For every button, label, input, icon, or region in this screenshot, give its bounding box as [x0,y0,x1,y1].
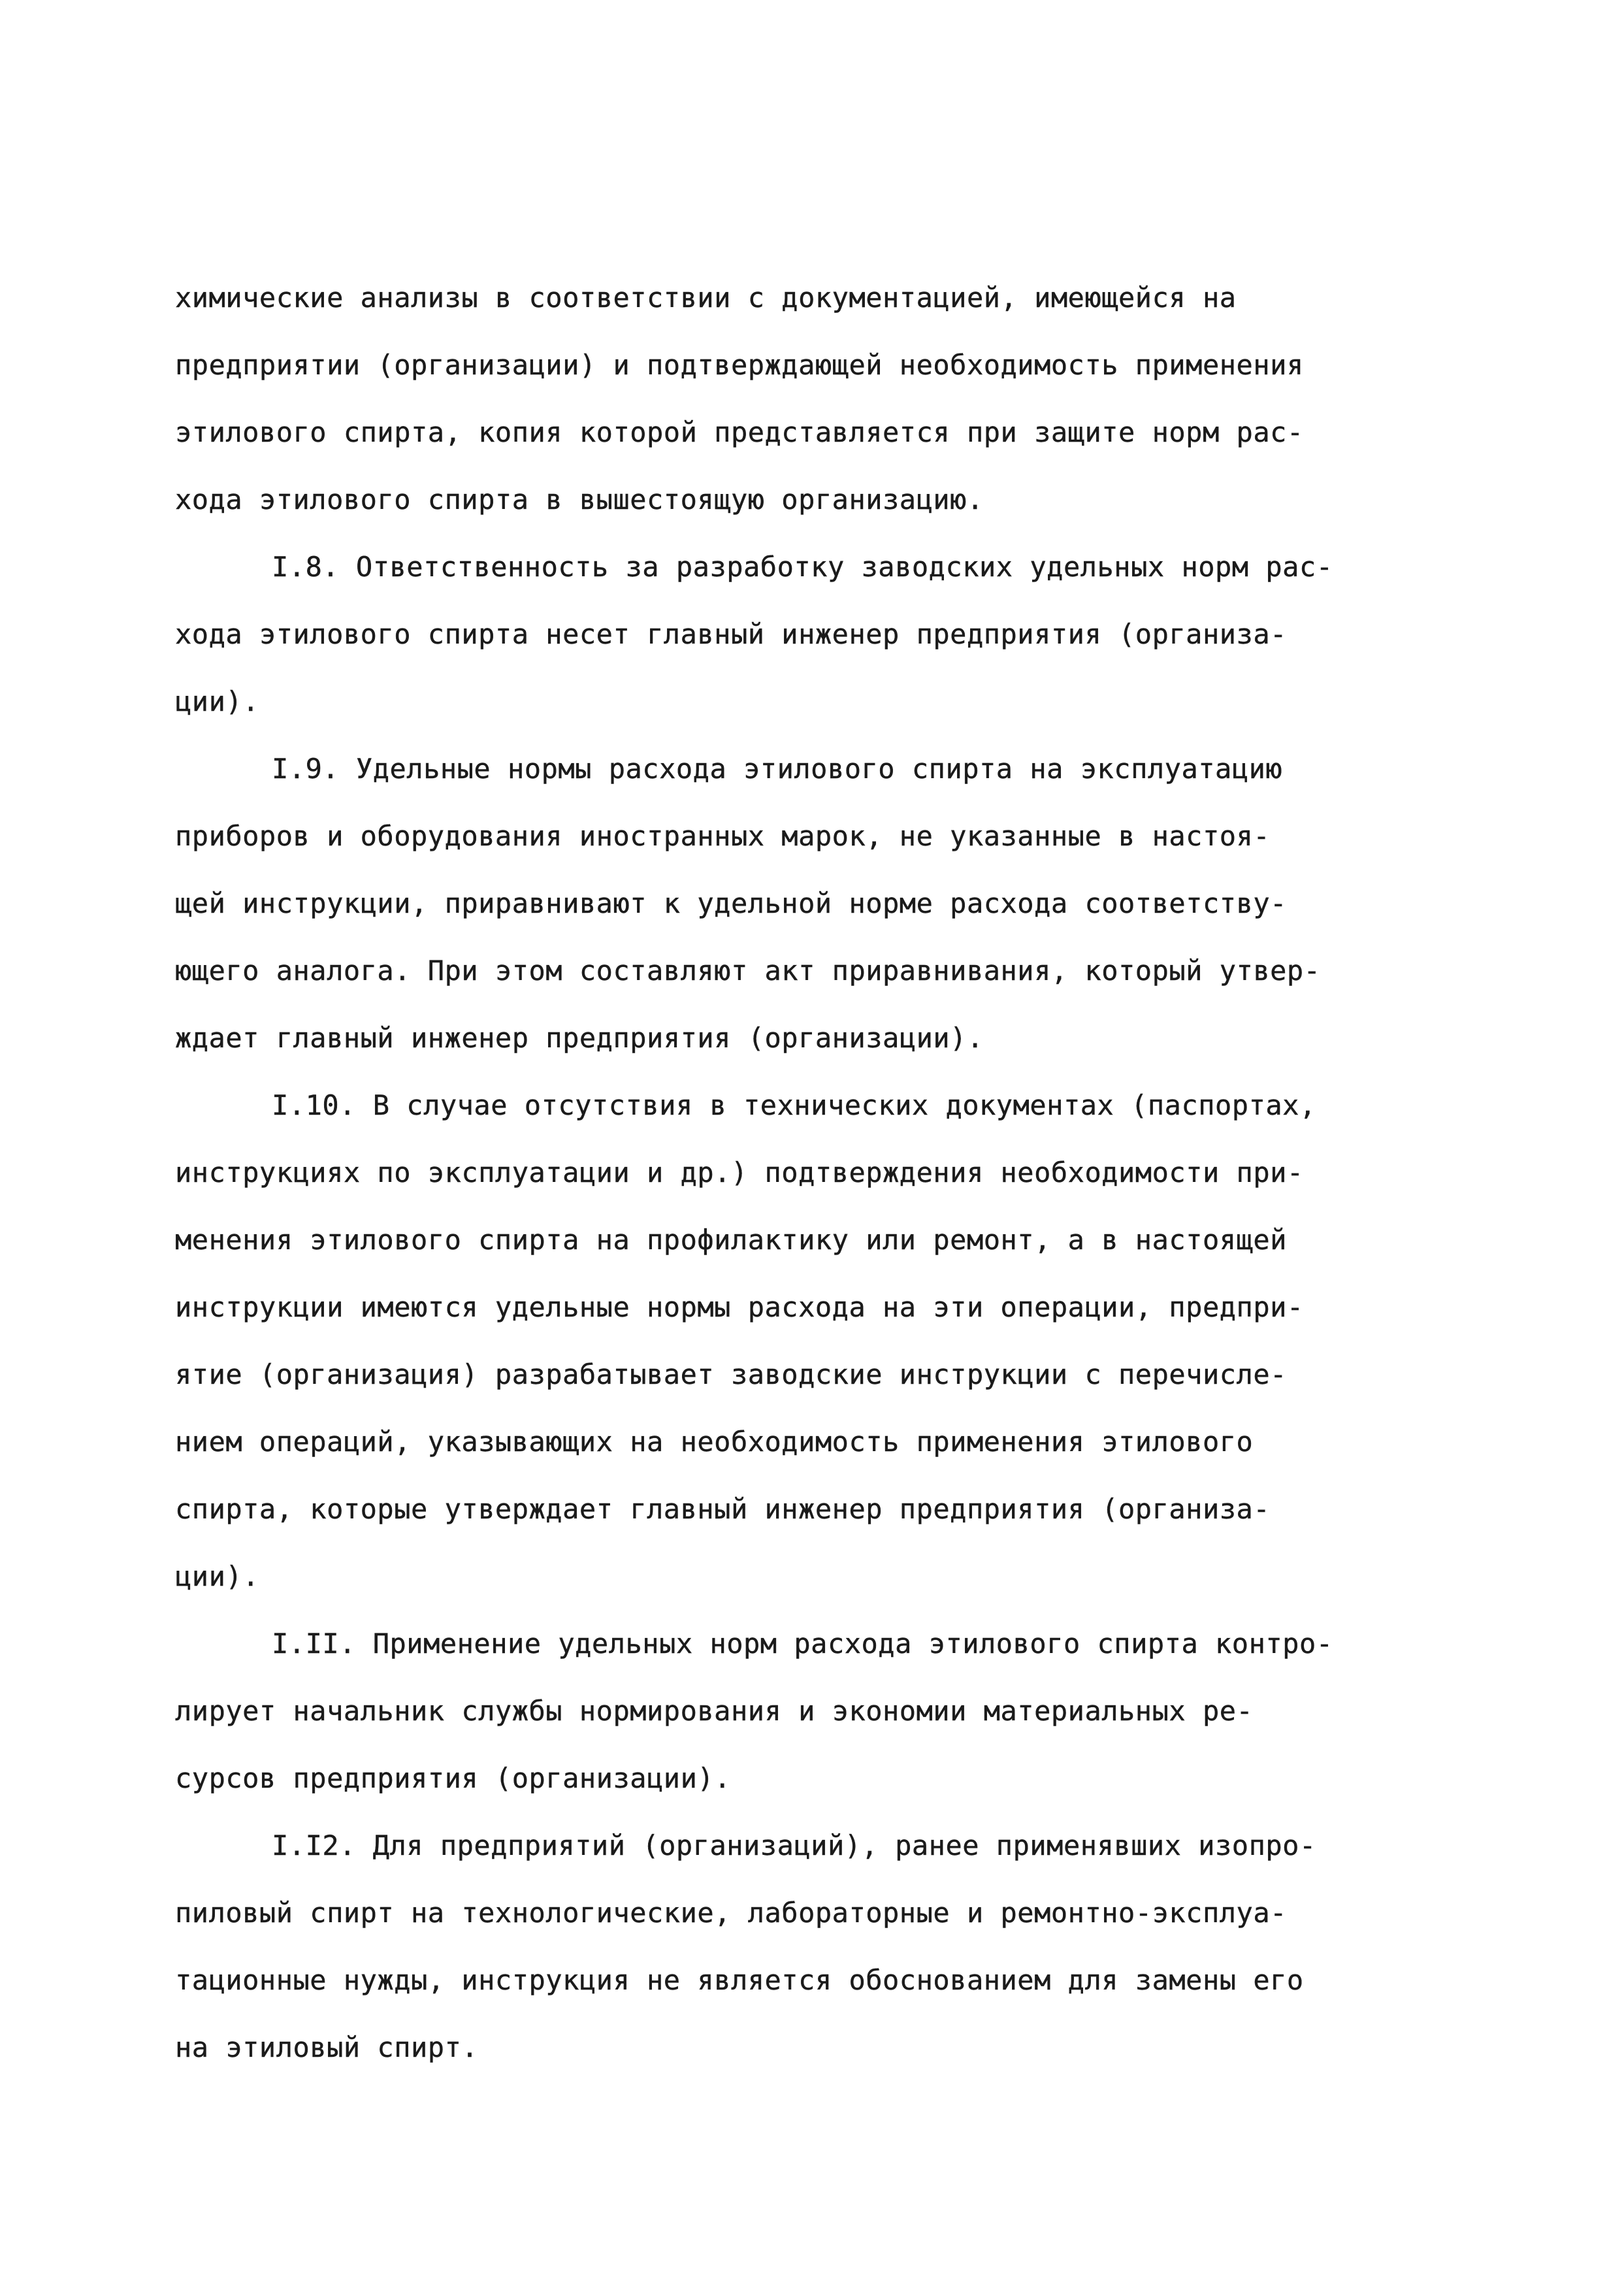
text-line: ции). [175,1560,259,1592]
text-line: на этиловый спирт. [175,2031,479,2063]
text-line: хода этилового спирта несет главный инженер предприятия (организа- [175,618,1287,650]
text-line: приборов и оборудования иностранных марок, не указанные в настоя- [175,820,1271,852]
text-line: лирует начальник службы нормирования и экономии материальных ре- [175,1695,1254,1727]
text-line: тационные нужды, инструкция не является обоснованием для замены его [175,1964,1304,1996]
text-line: менения этилового спирта на профилактику или ремонт, а в настоящей [175,1224,1287,1256]
paragraph-1-12-start: I.I2. Для предприятий (организаций), ранее применявших изопро- [272,1829,1316,1861]
text-line: ющего аналога. При этом составляют акт приравнивания, который утвер- [175,955,1321,987]
text-line: нием операций, указывающих на необходимость применения этилового [175,1426,1254,1458]
text-line: инструкциях по эксплуатации и др.) подтверждения необходимости при- [175,1156,1304,1188]
paragraph-1-8-start: I.8. Ответственность за разработку заводских удельных норм рас- [272,551,1333,583]
text-line: спирта, которые утверждает главный инженер предприятия (организа- [175,1493,1271,1525]
text-line: сурсов предприятия (организации). [175,1762,731,1794]
text-line: ятие (организация) разрабатывает заводские инструкции с перечисле- [175,1358,1287,1390]
text-line: химические анализы в соответствии с документацией, имеющейся на [175,282,1237,314]
text-line: ждает главный инженер предприятия (организации). [175,1022,984,1054]
text-line: щей инструкции, приравнивают к удельной норме расхода соответству- [175,887,1287,919]
text-line: предприятии (организации) и подтверждающей необходимость применения [175,349,1304,381]
text-line: хода этилового спирта в вышестоящую организацию. [175,483,984,516]
document-body [175,264,1521,2081]
paragraph-1-9-start: I.9. Удельные нормы расхода этилового спирта на эксплуатацию [272,753,1283,785]
paragraph-1-11-start: I.II. Применение удельных норм расхода этилового спирта контро- [272,1628,1333,1660]
text-line: этилового спирта, копия которой представляется при защите норм рас- [175,416,1304,448]
paragraph-1-10-start: I.10. В случае отсутствия в технических документах (паспортах, [272,1089,1316,1121]
text-line: ции). [175,685,259,717]
text-line: пиловый спирт на технологические, лабораторные и ремонтно-эксплуа- [175,1897,1287,1929]
text-line: инструкции имеются удельные нормы расхода на эти операции, предпри- [175,1291,1304,1323]
